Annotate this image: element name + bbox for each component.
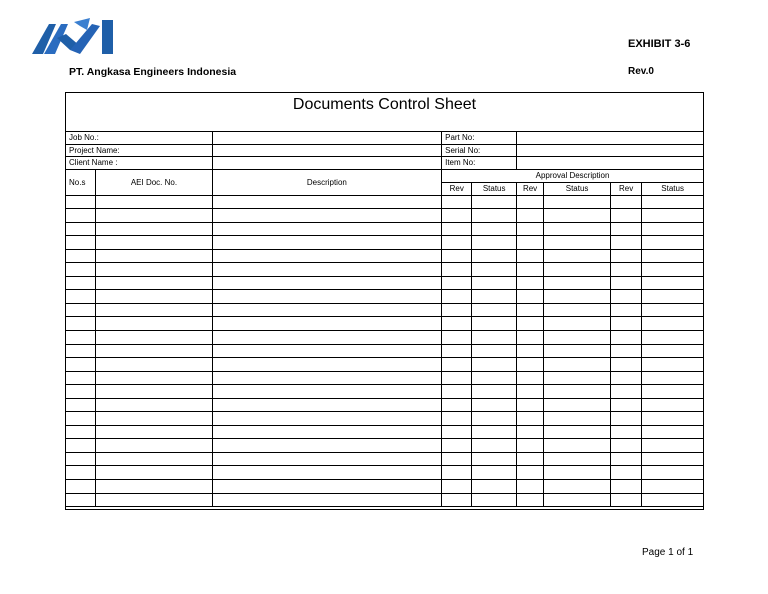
cell-rev-2[interactable] (516, 466, 543, 480)
cell-rev-3[interactable] (610, 398, 641, 412)
cell-status-1[interactable] (472, 358, 516, 372)
table-row (66, 371, 704, 385)
cell-rev-1[interactable] (442, 303, 472, 317)
cell-status-1[interactable] (472, 466, 516, 480)
cell-rev-2[interactable] (516, 385, 543, 399)
cell-description[interactable] (212, 276, 442, 290)
cell-doc-no[interactable] (96, 479, 212, 493)
cell-no[interactable] (66, 493, 96, 507)
cell-no[interactable] (66, 371, 96, 385)
cell-rev-3[interactable] (610, 249, 641, 263)
cell-rev-1[interactable] (442, 263, 472, 277)
cell-rev-3[interactable] (610, 330, 641, 344)
cell-rev-2[interactable] (516, 222, 543, 236)
serial-no-label: Serial No: (442, 144, 517, 157)
cell-rev-1[interactable] (442, 493, 472, 507)
col-header-rev-3: Rev (610, 182, 641, 195)
cell-status-3[interactable] (642, 452, 704, 466)
col-header-status-2: Status (544, 182, 611, 195)
cell-rev-1[interactable] (442, 209, 472, 223)
cell-status-1[interactable] (472, 371, 516, 385)
cell-rev-1[interactable] (442, 398, 472, 412)
cell-no[interactable] (66, 466, 96, 480)
cell-status-3[interactable] (642, 222, 704, 236)
cell-status-1[interactable] (472, 412, 516, 426)
cell-status-3[interactable] (642, 371, 704, 385)
cell-doc-no[interactable] (96, 412, 212, 426)
cell-status-2[interactable] (544, 209, 611, 223)
cell-rev-2[interactable] (516, 249, 543, 263)
cell-status-3[interactable] (642, 303, 704, 317)
cell-rev-2[interactable] (516, 493, 543, 507)
cell-no[interactable] (66, 479, 96, 493)
item-no-value[interactable] (516, 157, 703, 170)
cell-no[interactable] (66, 249, 96, 263)
cell-doc-no[interactable] (96, 263, 212, 277)
info-row-2 (66, 144, 704, 157)
cell-no[interactable] (66, 236, 96, 250)
table-row (66, 493, 704, 507)
cell-rev-1[interactable] (442, 412, 472, 426)
cell-doc-no[interactable] (96, 385, 212, 399)
cell-status-3[interactable] (642, 276, 704, 290)
table-row (66, 209, 704, 223)
documents-control-sheet (65, 92, 704, 510)
cell-doc-no[interactable] (96, 371, 212, 385)
cell-rev-3[interactable] (610, 195, 641, 209)
cell-rev-3[interactable] (610, 425, 641, 439)
cell-doc-no[interactable] (96, 249, 212, 263)
cell-description[interactable] (212, 209, 442, 223)
cell-doc-no[interactable] (96, 209, 212, 223)
cell-rev-2[interactable] (516, 425, 543, 439)
cell-rev-2[interactable] (516, 330, 543, 344)
cell-status-1[interactable] (472, 209, 516, 223)
cell-rev-1[interactable] (442, 195, 472, 209)
cell-description[interactable] (212, 303, 442, 317)
client-name-label: Client Name : (66, 157, 213, 170)
table-row (66, 303, 704, 317)
cell-description[interactable] (212, 493, 442, 507)
cell-rev-1[interactable] (442, 317, 472, 331)
cell-rev-3[interactable] (610, 344, 641, 358)
cell-rev-2[interactable] (516, 344, 543, 358)
cell-rev-1[interactable] (442, 425, 472, 439)
table-row (66, 344, 704, 358)
header-row-1 (66, 169, 704, 182)
cell-status-3[interactable] (642, 425, 704, 439)
table-row (66, 236, 704, 250)
cell-status-3[interactable] (642, 263, 704, 277)
cell-status-3[interactable] (642, 195, 704, 209)
cell-rev-3[interactable] (610, 439, 641, 453)
table-row (66, 330, 704, 344)
aei-logo (30, 16, 116, 56)
cell-status-3[interactable] (642, 344, 704, 358)
table-row (66, 263, 704, 277)
cell-description[interactable] (212, 330, 442, 344)
cell-status-1[interactable] (472, 249, 516, 263)
cell-doc-no[interactable] (96, 330, 212, 344)
cell-description[interactable] (212, 263, 442, 277)
col-header-no: No.s (66, 169, 96, 195)
cell-status-2[interactable] (544, 276, 611, 290)
cell-rev-1[interactable] (442, 290, 472, 304)
cell-doc-no[interactable] (96, 439, 212, 453)
cell-description[interactable] (212, 344, 442, 358)
cell-status-2[interactable] (544, 236, 611, 250)
cell-description[interactable] (212, 249, 442, 263)
cell-rev-3[interactable] (610, 358, 641, 372)
cell-rev-2[interactable] (516, 398, 543, 412)
cell-rev-2[interactable] (516, 303, 543, 317)
cell-rev-2[interactable] (516, 317, 543, 331)
revision-label: Rev.0 (628, 66, 654, 77)
cell-status-2[interactable] (544, 385, 611, 399)
cell-status-2[interactable] (544, 358, 611, 372)
cell-status-3[interactable] (642, 493, 704, 507)
cell-no[interactable] (66, 222, 96, 236)
table-row (66, 385, 704, 399)
cell-rev-1[interactable] (442, 385, 472, 399)
cell-status-1[interactable] (472, 276, 516, 290)
cell-rev-2[interactable] (516, 452, 543, 466)
cell-no[interactable] (66, 452, 96, 466)
cell-rev-1[interactable] (442, 330, 472, 344)
cell-status-2[interactable] (544, 439, 611, 453)
page-number: Page 1 of 1 (642, 547, 694, 558)
cell-status-3[interactable] (642, 317, 704, 331)
cell-status-2[interactable] (544, 249, 611, 263)
cell-description[interactable] (212, 371, 442, 385)
company-name: PT. Angkasa Engineers Indonesia (69, 66, 237, 78)
cell-status-2[interactable] (544, 371, 611, 385)
cell-status-2[interactable] (544, 195, 611, 209)
cell-status-2[interactable] (544, 479, 611, 493)
job-no-value[interactable] (212, 132, 442, 145)
cell-no[interactable] (66, 439, 96, 453)
cell-rev-3[interactable] (610, 222, 641, 236)
part-no-value[interactable] (516, 132, 703, 145)
cell-description[interactable] (212, 358, 442, 372)
cell-rev-1[interactable] (442, 452, 472, 466)
cell-rev-2[interactable] (516, 236, 543, 250)
cell-rev-2[interactable] (516, 358, 543, 372)
cell-rev-1[interactable] (442, 371, 472, 385)
cell-no[interactable] (66, 398, 96, 412)
cell-doc-no[interactable] (96, 236, 212, 250)
cell-no[interactable] (66, 330, 96, 344)
cell-description[interactable] (212, 236, 442, 250)
serial-no-value[interactable] (516, 144, 703, 157)
cell-no[interactable] (66, 358, 96, 372)
cell-doc-no[interactable] (96, 317, 212, 331)
table-row (66, 412, 704, 426)
cell-status-1[interactable] (472, 452, 516, 466)
table-row (66, 222, 704, 236)
col-header-status-1: Status (472, 182, 516, 195)
part-no-label: Part No: (442, 132, 517, 145)
cell-rev-2[interactable] (516, 479, 543, 493)
cell-rev-3[interactable] (610, 290, 641, 304)
table-row (66, 276, 704, 290)
cell-rev-2[interactable] (516, 439, 543, 453)
cell-no[interactable] (66, 209, 96, 223)
cell-rev-3[interactable] (610, 371, 641, 385)
cell-status-2[interactable] (544, 425, 611, 439)
cell-description[interactable] (212, 222, 442, 236)
cell-status-3[interactable] (642, 439, 704, 453)
cell-doc-no[interactable] (96, 344, 212, 358)
cell-rev-2[interactable] (516, 263, 543, 277)
table-row (66, 439, 704, 453)
cell-description[interactable] (212, 425, 442, 439)
cell-rev-1[interactable] (442, 222, 472, 236)
cell-rev-2[interactable] (516, 290, 543, 304)
table-row (66, 425, 704, 439)
cell-rev-3[interactable] (610, 317, 641, 331)
cell-status-1[interactable] (472, 439, 516, 453)
cell-status-2[interactable] (544, 290, 611, 304)
cell-doc-no[interactable] (96, 425, 212, 439)
cell-rev-1[interactable] (442, 236, 472, 250)
table-row (66, 358, 704, 372)
cell-status-1[interactable] (472, 398, 516, 412)
cell-rev-1[interactable] (442, 439, 472, 453)
cell-status-2[interactable] (544, 493, 611, 507)
cell-status-3[interactable] (642, 209, 704, 223)
cell-doc-no[interactable] (96, 195, 212, 209)
cell-doc-no[interactable] (96, 276, 212, 290)
cell-no[interactable] (66, 317, 96, 331)
cell-status-3[interactable] (642, 398, 704, 412)
item-no-label: Item No: (442, 157, 517, 170)
col-header-approval: Approval Description (442, 169, 704, 182)
cell-description[interactable] (212, 290, 442, 304)
cell-status-1[interactable] (472, 317, 516, 331)
cell-status-3[interactable] (642, 385, 704, 399)
cell-status-2[interactable] (544, 317, 611, 331)
cell-rev-2[interactable] (516, 195, 543, 209)
cell-doc-no[interactable] (96, 290, 212, 304)
cell-status-3[interactable] (642, 358, 704, 372)
table-row (66, 398, 704, 412)
col-header-rev-2: Rev (516, 182, 543, 195)
cell-status-1[interactable] (472, 344, 516, 358)
cell-description[interactable] (212, 439, 442, 453)
info-row-3 (66, 157, 704, 170)
cell-doc-no[interactable] (96, 452, 212, 466)
exhibit-label: EXHIBIT 3-6 (628, 38, 691, 50)
cell-status-2[interactable] (544, 466, 611, 480)
cell-description[interactable] (212, 412, 442, 426)
cell-rev-3[interactable] (610, 466, 641, 480)
cell-doc-no[interactable] (96, 398, 212, 412)
control-table (65, 131, 704, 507)
cell-description[interactable] (212, 195, 442, 209)
cell-no[interactable] (66, 412, 96, 426)
cell-status-3[interactable] (642, 466, 704, 480)
cell-doc-no[interactable] (96, 493, 212, 507)
cell-description[interactable] (212, 466, 442, 480)
cell-description[interactable] (212, 317, 442, 331)
cell-no[interactable] (66, 263, 96, 277)
cell-no[interactable] (66, 303, 96, 317)
table-row (66, 317, 704, 331)
cell-no[interactable] (66, 425, 96, 439)
cell-rev-3[interactable] (610, 303, 641, 317)
cell-rev-2[interactable] (516, 209, 543, 223)
cell-no[interactable] (66, 385, 96, 399)
col-header-doc-no: AEI Doc. No. (96, 169, 212, 195)
table-row (66, 466, 704, 480)
col-header-rev-1: Rev (442, 182, 472, 195)
cell-description[interactable] (212, 452, 442, 466)
cell-doc-no[interactable] (96, 303, 212, 317)
cell-status-1[interactable] (472, 290, 516, 304)
cell-status-1[interactable] (472, 236, 516, 250)
cell-status-3[interactable] (642, 412, 704, 426)
cell-doc-no[interactable] (96, 222, 212, 236)
cell-rev-3[interactable] (610, 479, 641, 493)
cell-no[interactable] (66, 276, 96, 290)
cell-rev-3[interactable] (610, 412, 641, 426)
cell-rev-1[interactable] (442, 344, 472, 358)
cell-status-1[interactable] (472, 479, 516, 493)
cell-status-2[interactable] (544, 222, 611, 236)
col-header-description: Description (212, 169, 442, 195)
cell-description[interactable] (212, 479, 442, 493)
cell-no[interactable] (66, 290, 96, 304)
cell-status-3[interactable] (642, 290, 704, 304)
cell-rev-3[interactable] (610, 209, 641, 223)
cell-status-1[interactable] (472, 195, 516, 209)
cell-rev-1[interactable] (442, 249, 472, 263)
cell-rev-1[interactable] (442, 276, 472, 290)
cell-rev-2[interactable] (516, 412, 543, 426)
project-name-value[interactable] (212, 144, 442, 157)
cell-status-2[interactable] (544, 263, 611, 277)
cell-rev-2[interactable] (516, 371, 543, 385)
table-row (66, 452, 704, 466)
cell-status-1[interactable] (472, 330, 516, 344)
cell-status-3[interactable] (642, 479, 704, 493)
cell-doc-no[interactable] (96, 358, 212, 372)
cell-doc-no[interactable] (96, 466, 212, 480)
cell-status-1[interactable] (472, 222, 516, 236)
cell-description[interactable] (212, 398, 442, 412)
col-header-status-3: Status (642, 182, 704, 195)
cell-rev-3[interactable] (610, 493, 641, 507)
sheet-title: Documents Control Sheet (292, 96, 477, 113)
cell-status-1[interactable] (472, 263, 516, 277)
cell-status-1[interactable] (472, 385, 516, 399)
job-no-label: Job No.: (66, 132, 213, 145)
cell-status-3[interactable] (642, 249, 704, 263)
table-row (66, 479, 704, 493)
cell-status-2[interactable] (544, 452, 611, 466)
cell-rev-3[interactable] (610, 236, 641, 250)
cell-rev-1[interactable] (442, 358, 472, 372)
table-row (66, 195, 704, 209)
cell-status-2[interactable] (544, 330, 611, 344)
cell-rev-2[interactable] (516, 276, 543, 290)
cell-status-1[interactable] (472, 493, 516, 507)
cell-status-1[interactable] (472, 303, 516, 317)
cell-status-2[interactable] (544, 398, 611, 412)
cell-status-2[interactable] (544, 303, 611, 317)
project-name-label: Project Name: (66, 144, 213, 157)
cell-no[interactable] (66, 344, 96, 358)
client-name-value[interactable] (212, 157, 442, 170)
cell-status-3[interactable] (642, 236, 704, 250)
cell-status-2[interactable] (544, 412, 611, 426)
cell-rev-1[interactable] (442, 479, 472, 493)
cell-description[interactable] (212, 385, 442, 399)
info-row-1 (66, 132, 704, 145)
table-row (66, 249, 704, 263)
cell-rev-3[interactable] (610, 385, 641, 399)
cell-status-3[interactable] (642, 330, 704, 344)
table-row (66, 290, 704, 304)
cell-rev-3[interactable] (610, 263, 641, 277)
cell-rev-1[interactable] (442, 466, 472, 480)
cell-rev-3[interactable] (610, 276, 641, 290)
cell-rev-3[interactable] (610, 452, 641, 466)
cell-no[interactable] (66, 195, 96, 209)
cell-status-1[interactable] (472, 425, 516, 439)
cell-status-2[interactable] (544, 344, 611, 358)
